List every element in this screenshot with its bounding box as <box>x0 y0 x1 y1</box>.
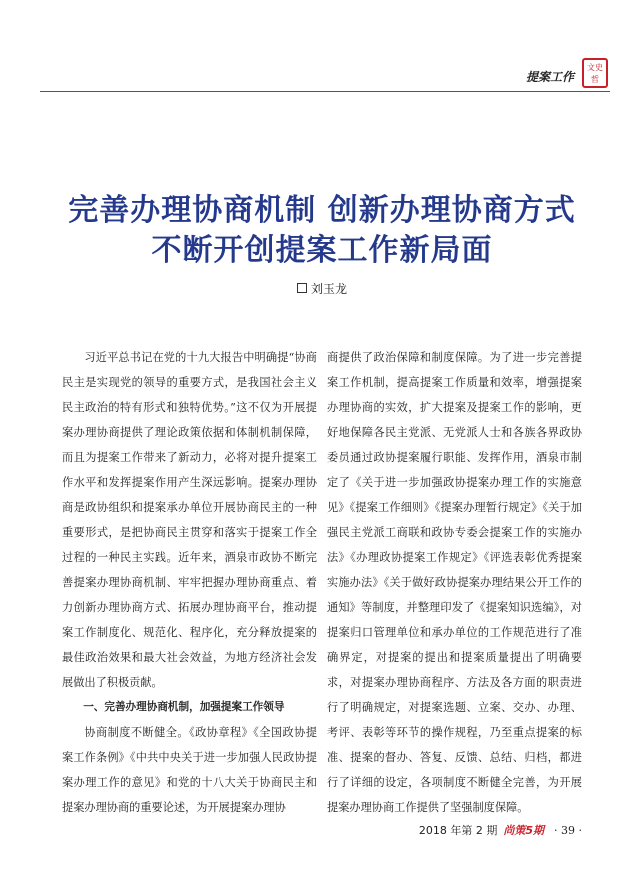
paragraph: 习近平总书记在党的十九大报告中明确提“协商民主是实现党的领导的重要方式，是我国社会主义民主政治的特有形式和独特优势。”这不仅为开展提案办理协商提供了理论政策依据和体制机制保障，而且为提案工作带来了新动力，必将对提升提案工作水平和发挥提案作用产生深远影响。提案办理协商是政协组织和提案承办单位开展协商民主的一种重要形式，是把协商民主贯穿和落实于提案工作全过程的一种民主实践。近年来，酒泉市政协不断完善提案办理协商机制、牢牢把握办理协商重点、着力创新办理协商方式、拓展办理协商平台，推动提案工作制度化、规范化、程序化，充分释放提案的最佳政治效果和最大社会效益，为地方经济社会发展做出了积极贡献。 <box>62 351 317 689</box>
article-title-line1: 完善办理协商机制 创新办理协商方式 <box>68 193 576 228</box>
author-name: 刘玉龙 <box>310 282 347 296</box>
seal-logo: 文史哲 <box>582 58 608 88</box>
header-rule <box>40 91 610 92</box>
section-heading: 一、完善办理协商机制，加强提案工作领导 <box>83 701 285 713</box>
byline <box>0 280 644 297</box>
box-icon <box>297 283 307 293</box>
left-column <box>62 345 317 820</box>
issue-label: 2018 年第 2 期 <box>418 824 498 837</box>
section-title: 提案工作 <box>525 70 574 84</box>
magazine-brand: 尚策5期 <box>503 824 545 837</box>
page-number: · 39 · <box>554 824 582 837</box>
paragraph: 协商制度不断健全。《政协章程》《全国政协提案工作条例》《中共中央关于进一步加强人民政协提案办理工作的意见》和党的十八大关于协商民主和提案办理协商的重要论述，为开展提案办理协 <box>62 726 317 814</box>
paragraph: 商提供了政治保障和制度保障。为了进一步完善提案工作机制，提高提案工作质量和效率，增强提案办理协商的实效，扩大提案及提案工作的影响，更好地保障各民主党派、无党派人士和各族各界政协委员通过政协提案履行职能、发挥作用，酒泉市制定了《关于进一步加强政协提案办理工作的实施意见》《提案工作细则》《提案办理暂行规定》《关于加强民主党派工商联和政协专委会提案工作的实施办法》《办理政协提案工作规定》《评选表彰优秀提案实施办法》《关于做好政协提案办理结果公开工作的通知》等制度，并整理印发了《提案知识选编》，对提案归口管理单位和承办单位的工作规范进行了准确界定，对提案的提出和提案质量提出了明确要求，对提案办理协商程序、方法及各方面的职责进行了明确规定，对提案选题、立案、交办、办理、考评、表彰等环节的操作规程，乃至重点提案的标准、提案的督办、答复、反馈、总结、归档，都进行了详细的设定，各项制度不断健全完善，为开展提案办理协商工作提供了坚强制度保障。 <box>327 351 582 814</box>
article-title-line2: 不断开创提案工作新局面 <box>151 233 493 268</box>
right-column <box>327 345 582 820</box>
page-footer <box>419 822 582 838</box>
